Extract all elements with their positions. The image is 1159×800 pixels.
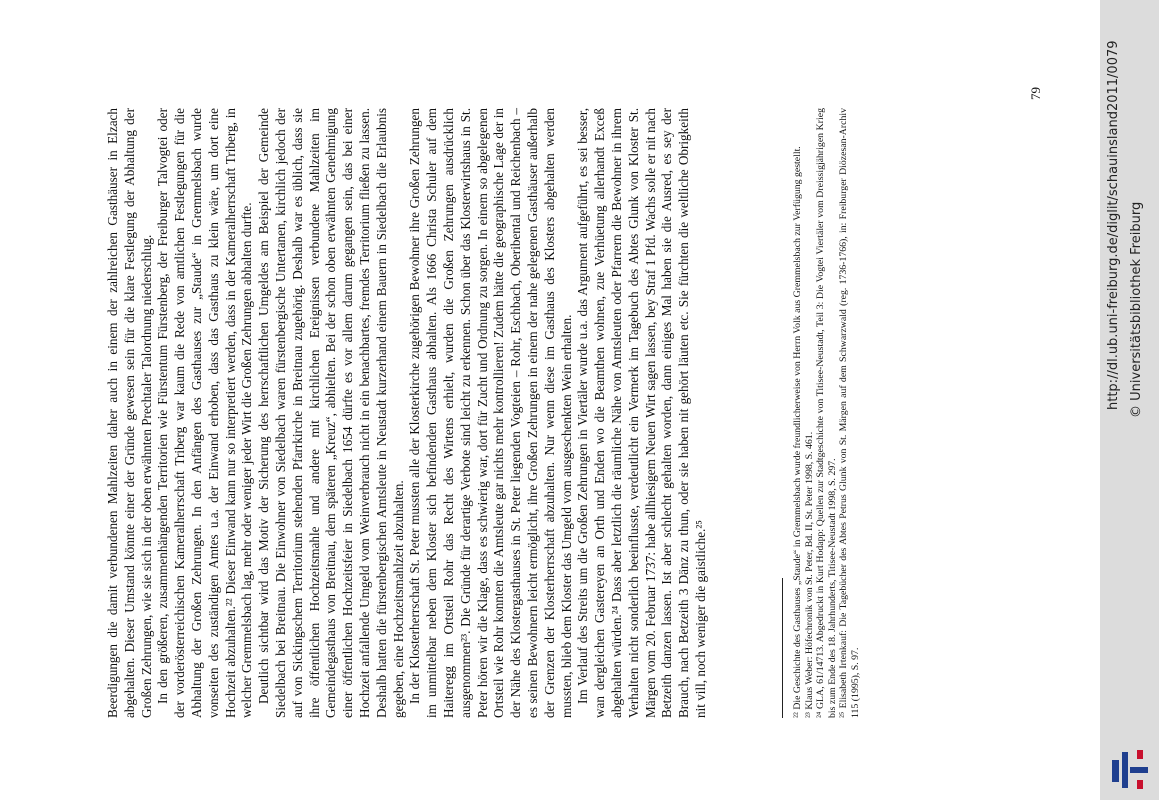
logo-mark-red-bottom — [1137, 780, 1143, 789]
logo-mark-red-top — [1137, 750, 1143, 759]
library-sidebar — [1100, 0, 1159, 800]
footnote-22: ²² Die Geschichte des Gasthauses „Staude“ in Gremmelsbach wurde freundlicherweise von Herrn Volk aus Gremmelsbach zur Verfügung gestellt. — [792, 146, 803, 718]
footnote-25: ²⁵ Elisabeth Irtenkauf: Die Tagebücher des Abtes Petrus Glunk von St. Märgen auf dem Schwarzwald (reg. 1736-1766), in: Freiburger Diözesan-Archiv 115 (1995), S. 97. — [838, 108, 861, 718]
paragraph-2: In den größeren, zusammenhängenden Territorien wie Fürstentum Fürstenberg, der Freiburger Talvogtei oder der vorderösterreichischen Kameralherrschaft Triberg war kaum die Rede von amtlichen Festlegungen für die Abhaltung der Großen Zehrungen. In den Anfängen des Gasthauses zur „Staude“ in Gremmelsbach wurde vonseiten des zuständigen Amtes u.a. der Einwand erhoben, dass das Gasthaus zu klein wäre, um dort eine Hochzeit abzuhalten.²² Dieser Einwand kann nur so interpretiert werden, dass in der Kameralherrschaft Triberg, in welcher Gremmelsbach lag, mehr oder weniger jeder Wirt die Großen Zehrungen abhalten durfte. — [155, 108, 255, 718]
page-number: 79 — [1028, 87, 1043, 100]
paragraph-1: Beerdigungen die damit verbundenen Mahlzeiten daher auch in einem der zahlreichen Gasthäuser in Elzach abgehalten. Dieser Umstand könnte einer der Gründe gewesen sein für die klare Festlegung der Abhaltung der Großen Zehrungen, wie sie sich in der oben erwähnten Prechtaler Talordnung niederschlug. — [105, 108, 154, 718]
sidebar-text — [1100, 0, 1159, 800]
footnotes — [792, 108, 862, 718]
footnote-separator — [782, 578, 783, 718]
main-text-column — [105, 108, 710, 718]
footnote-24: ²⁴ GLA, 61/14713. Abgedruckt in Kurt Hodapp: Quellen zur Stadtgeschichte von Titisee-Neustadt, Teil 3: Die Vogtei Viertäler vom Dreissigjährigen Krieg bis zum Ende des 18. Jahrhunderts, Titisee-Neustadt 1998, S. 297. — [815, 108, 838, 718]
copyright-notice: © Universitätsbibliothek Freiburg — [1129, 201, 1144, 418]
permalink-url[interactable]: http://dl.ub.uni-freiburg.de/diglit/schauinsland2011/0079 — [1106, 40, 1121, 410]
logo-bar-center — [1122, 752, 1128, 788]
paragraph-3: Deutlich sichtbar wird das Motiv der Sicherung des herrschaftlichen Umgeldes am Beispiel der Gemeinde Siedelbach bei Breitnau. Die Einwohner von Siedelbach waren fürstenbergische Untertanen, kirchlich jedoch der auf von Sickingschem Territorium stehenden Pfarrkirche in Breitnau zugehörig. Deshalb war es üblich, dass sie ihre öffentlichen Hochzeitsmahle und andere mit kirchlichen Ereignissen verbundene Mahlzeiten im Gemeindegasthaus von Breitnau, dem späteren „Kreuz“, abhielten. Bei der schon oben erwähnten Genehmigung einer öffentlichen Hochzeitsfeier in Siedelbach 1654 dürfte es vor allem darum gegangen sein, das bei einer Hochzeit anfallende Umgeld vom Weinverbrauch nicht in ein benachbartes, fremdes Territorium fließen zu lassen. Deshalb hatten die fürstenbergischen Amtsleute in Neustadt kurzerhand einem Bauern in Siedelbach die Erlaubnis gegeben, eine Hochzeitsmahlzeit abzuhalten. — [256, 108, 406, 718]
paragraph-5: Im Verlauf des Streits um die Großen Zehrungen in Viertäler wurde u.a. das Argument aufgeführt, es sei besser, wan dergleichen Gastereyen an Orth und Enden wo die Beamthen wohnen, zue Verhüetung allerhandt Exceß abgehalten würden.²⁴ Dass aber letztlich die räumliche Nähe von Amtsleuten oder Pfarrern die Bewohner in ihrem Verhalten nicht sonderlich beeinflusste, verdeutlicht ein Vermerk im Tagebuch des Abtes Glunk von Kloster St. Märgen vom 20. Februar 1737: habe allhiesigem Neuen Wirt sagen lassen, bey Straf 1 Pfd. Wachs solle er nit nach Betzeith danzen lassen. Ist aber schlecht gehalten worden, dann einiges Mal haben sie die Ausred, es sey der Brauch, nach Betzeith 3 Dänz zu thun, oder sie haben nit gehört läuten etc. Sie fürchten die weltliche Obrigkeith nit vill, noch weniger die gaistliche.²⁵ — [575, 108, 708, 718]
footnote-23: ²³ Klaus Weber: Höfechronik von St. Peter, Bd. II, St. Peter 1998, S. 461. — [803, 431, 815, 718]
paragraph-4: In der Klosterherrschaft St. Peter mussten alle der Klosterkirche zugehörigen Bewohner ihre Großen Zehrungen im unmittelbar neben dem Kloster sich befindenden Gasthaus abhalten. Als 1666 Christa Schuler auf dem Haiteregg im Ortsteil Rohr das Recht des Wirtens erhielt, wurden die Großen Zehrungen ausdrücklich ausgenommen²³. Die Gründe für derartige Verbote sind leicht zu erkennen. Schon über das Klosterwirtshaus in St. Peter hören wir die Klage, dass es schwierig war, dort für Zucht und Ordnung zu sorgen. In einem so abgelegenen Ortsteil wie Rohr konnten die Amtsleute gar nichts mehr kontrollieren! Zudem hätte die geographische Lage der in der Nähe des Klostergasthauses in St. Peter liegenden Vogteien – Rohr, Eschbach, Oberibental und Reichenbach – es seinen Bewohnern leicht ermöglicht, ihre Großen Zehrungen in einem der nahe gelegenen Gasthäuser außerhalb der Grenzen der Klosterherrschaft abzuhalten. Nur wenn diese im Gasthaus des Klosters abgehalten werden mussten, blieb dem Kloster das Umgeld vom ausgeschenkten Wein erhalten. — [407, 108, 574, 718]
logo-bar-left — [1112, 760, 1119, 782]
ub-freiburg-logo-icon — [1110, 748, 1152, 792]
logo-bar-horizontal — [1130, 767, 1148, 773]
